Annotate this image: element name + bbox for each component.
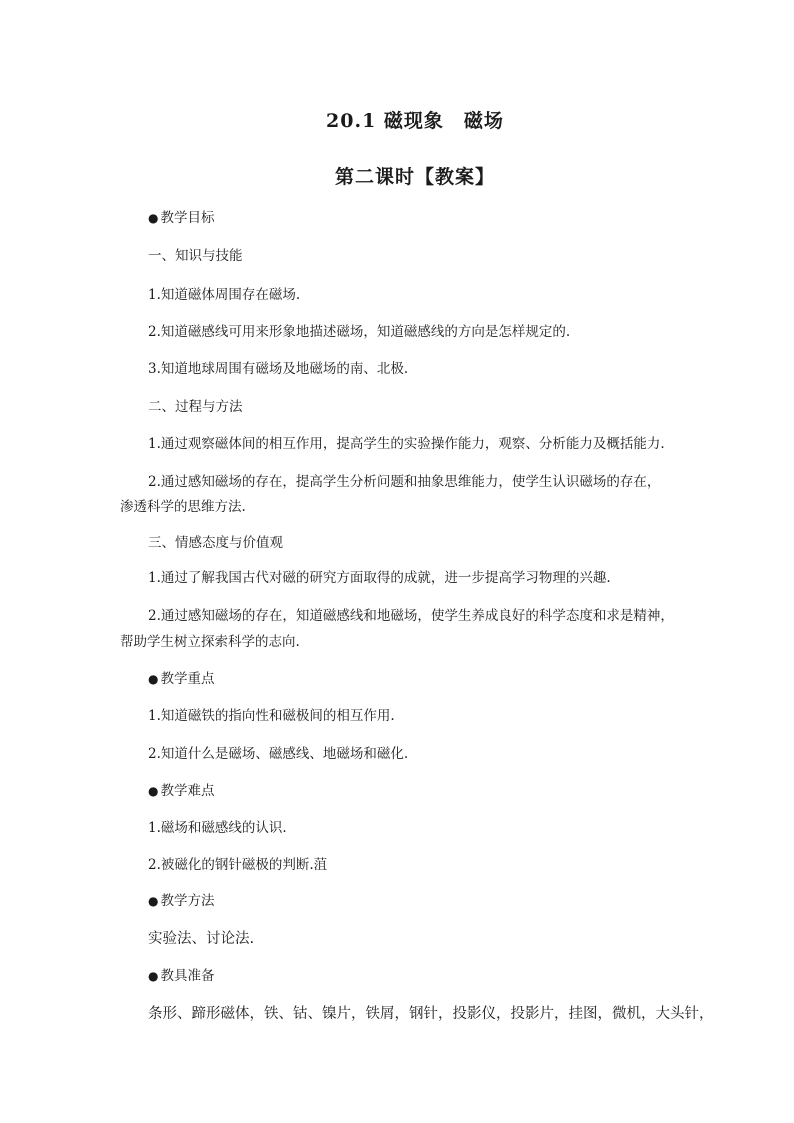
difficulty-item-2: 2.被磁化的钢针磁极的判断.菹 xyxy=(148,857,328,873)
heading-text: 教学重点 xyxy=(160,671,215,687)
key-item-1: 1.知道磁铁的指向性和磁极间的相互作用. xyxy=(148,708,395,724)
process-item-2-line-1: 2.通过感知磁场的存在，提高学生分析问题和抽象思维能力，使学生认识磁场的存在， xyxy=(148,474,661,490)
teaching-difficulty-heading xyxy=(148,781,688,801)
heading-text: 教具准备 xyxy=(160,968,215,984)
key-item-2: 2.知道什么是磁场、磁感线、地磁场和磁化. xyxy=(148,746,409,762)
teaching-method-heading xyxy=(148,891,688,911)
process-method-heading: 二、过程与方法 xyxy=(148,399,243,415)
tools-item-1: 条形、蹄形磁体，铁、钴、镍片，铁屑，钢针，投影仪，投影片，挂图，微机，大头针， xyxy=(148,1006,714,1022)
document-subtitle: 第二课时【教案】 xyxy=(334,166,495,188)
heading-text: 教学目标 xyxy=(160,210,215,226)
emotion-item-2-line-2: 帮助学生树立探索科学的志向. xyxy=(120,634,300,650)
process-item-2-line-2: 渗透科学的思维方法. xyxy=(120,499,246,515)
heading-text: 教学难点 xyxy=(160,783,215,799)
method-item-1: 实验法、讨论法. xyxy=(148,931,255,947)
knowledge-skills-heading: 一、知识与技能 xyxy=(148,248,243,264)
emotion-values-heading: 三、情感态度与价值观 xyxy=(148,535,283,551)
knowledge-item-1: 1.知道磁体周围存在磁场. xyxy=(148,287,301,303)
process-item-1: 1.通过观察磁体间的相互作用，提高学生的实验操作能力，观察、分析能力及概括能力. xyxy=(148,436,665,452)
heading-text: 教学方法 xyxy=(160,893,215,909)
knowledge-item-2: 2.知道磁感线可用来形象地描述磁场，知道磁感线的方向是怎样规定的. xyxy=(148,324,571,340)
document-title: 20.1 磁现象 磁场 xyxy=(326,110,504,132)
emotion-item-1: 1.通过了解我国古代对磁的研究方面取得的成就，进一步提高学习物理的兴趣. xyxy=(148,570,611,586)
emotion-item-2-line-1: 2.通过感知磁场的存在，知道磁感线和地磁场，使学生养成良好的科学态度和求是精神， xyxy=(148,608,674,624)
teaching-tools-heading xyxy=(148,966,688,986)
teaching-goals-heading xyxy=(148,208,688,228)
difficulty-item-1: 1.磁场和磁感线的认识. xyxy=(148,820,287,836)
knowledge-item-3: 3.知道地球周围有磁场及地磁场的南、北极. xyxy=(148,361,409,377)
teaching-key-heading xyxy=(148,669,688,689)
